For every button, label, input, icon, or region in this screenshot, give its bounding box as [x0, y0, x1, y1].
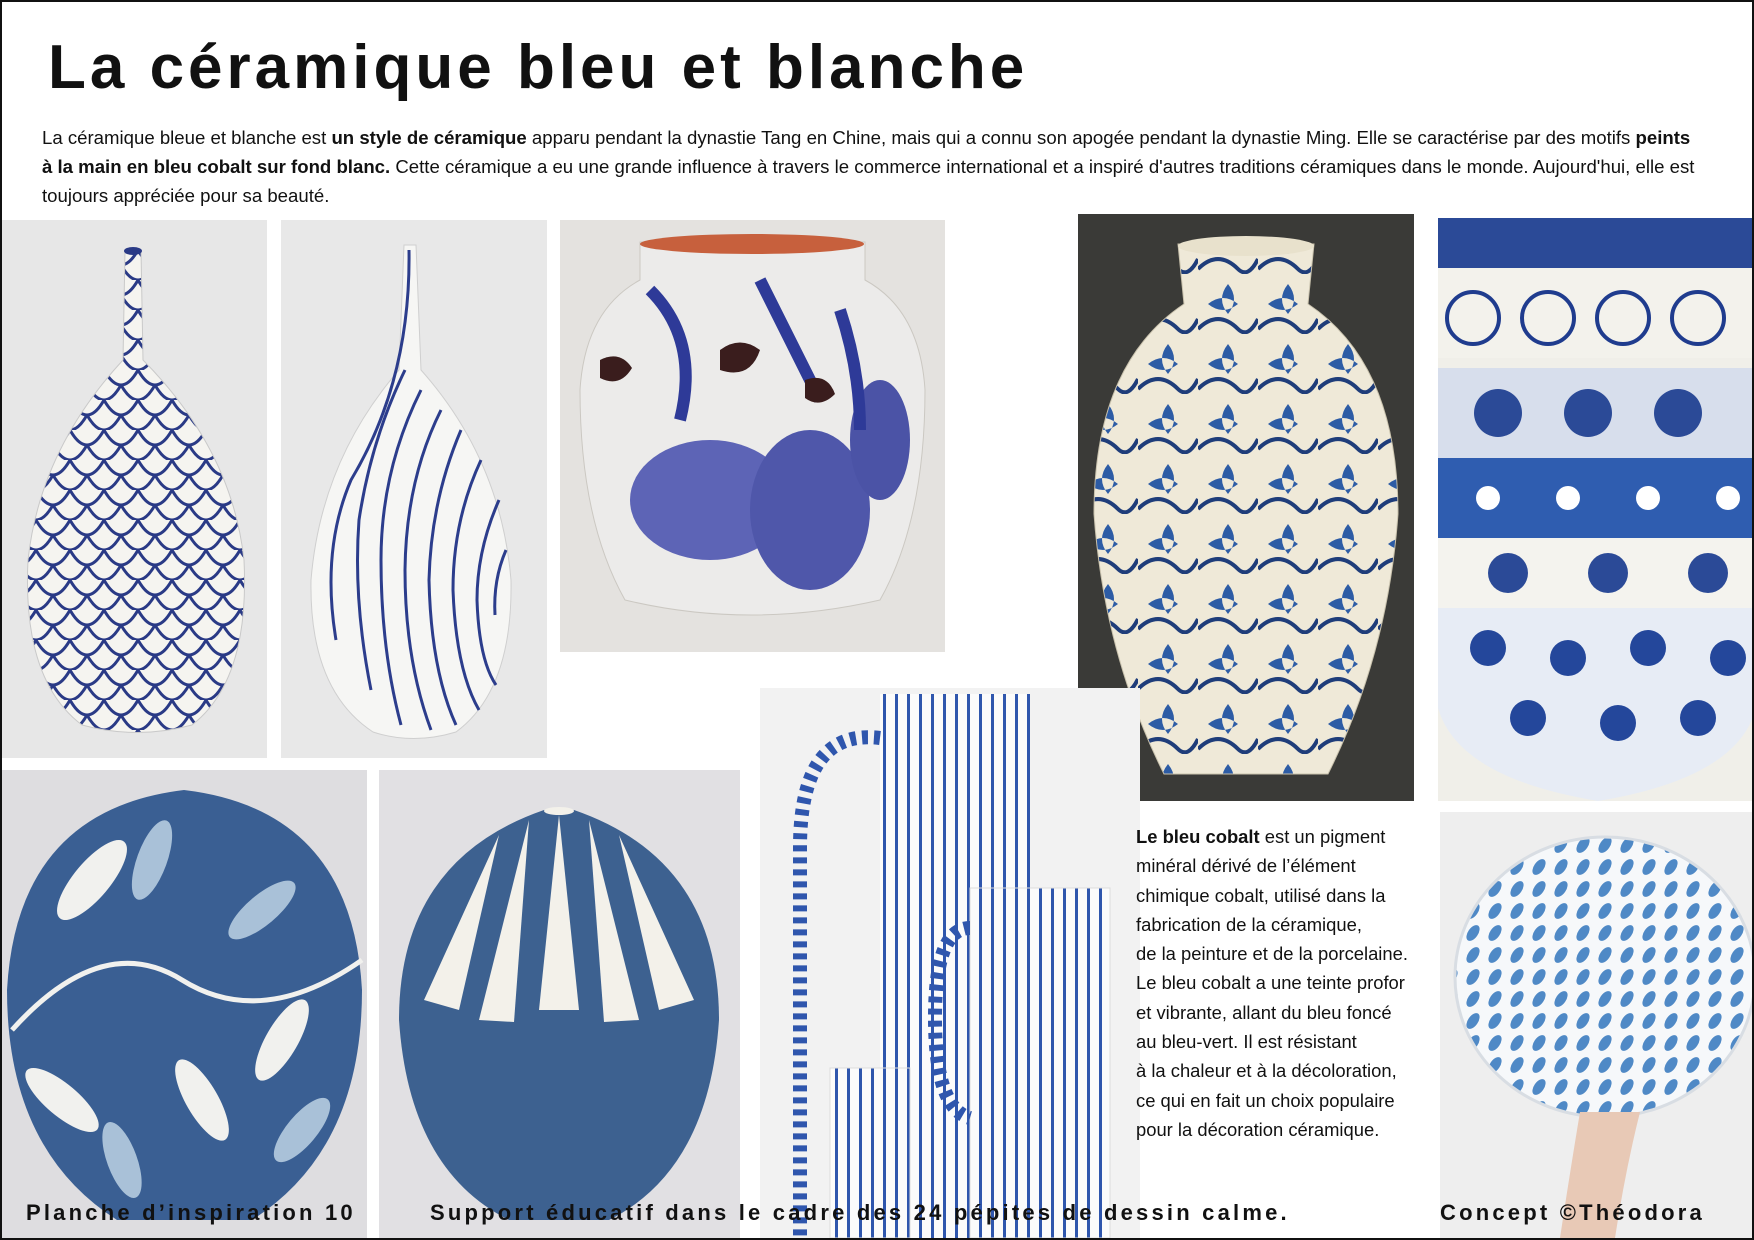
cobalt-note-line: ce qui en fait un choix populaire [1136, 1089, 1395, 1111]
intro-bold-1: un style de céramique [331, 127, 527, 148]
cobalt-note-bold: Le bleu cobalt [1136, 826, 1260, 847]
intro-bold-2: peints à la main en bleu cobalt sur fond blanc. [42, 127, 1691, 177]
photo-scale-bottle [2, 220, 267, 758]
intro-paragraph [42, 123, 1702, 210]
cobalt-note-line: de la peinture et de la porcelaine. [1136, 943, 1408, 965]
cobalt-note-line: à la chaleur et à la décoloration, [1136, 1060, 1397, 1082]
photo-striped-pitchers [760, 688, 1140, 1238]
photo-painted-vase [560, 220, 945, 652]
photo-leaf-vase [2, 770, 367, 1238]
photo-stacked-bowls [1438, 218, 1754, 801]
cobalt-note-line1-rest: est un pigment [1259, 826, 1386, 847]
intro-text-1: La céramique bleue et blanche est [42, 127, 332, 148]
cobalt-note-line: et vibrante, allant du bleu foncé [1136, 1001, 1392, 1023]
intro-text-3: Cette céramique a eu une grande influence à travers le commerce international et a inspiré d'autres traditions céramiques dans le monde. Aujourd'hui, elle est toujours appréciée pour sa beauté. [42, 156, 1695, 206]
footer-plate-number: Planche d’inspiration 10 [26, 1200, 356, 1225]
cobalt-note-line: chimique cobalt, utilisé dans la [1136, 884, 1386, 906]
footer [2, 1200, 1752, 1234]
photo-leaf-plate [1440, 812, 1754, 1238]
cobalt-note-line: pour la décoration céramique. [1136, 1118, 1380, 1140]
cobalt-note-line: minéral dérivé de l’élément [1136, 855, 1356, 877]
cobalt-note-line: fabrication de la céramique, [1136, 913, 1362, 935]
page-title: La céramique bleu et blanche [48, 33, 1029, 102]
footer-educational-note: Support éducatif dans le cadre des 24 pépites de dessin calme. [430, 1200, 1290, 1225]
intro-text-2: apparu pendant la dynastie Tang en Chine, mais qui a connu son apogée pendant la dynastie Ming. Elle se caractérise par des motifs [526, 127, 1636, 148]
photo-petal-vase [379, 770, 740, 1238]
cobalt-note-line: Le bleu cobalt a une teinte profor [1136, 972, 1405, 994]
footer-credit: Concept ©Théodora [1440, 1200, 1705, 1225]
cobalt-note-line [1136, 822, 1446, 851]
cobalt-note-line: au bleu-vert. Il est résistant [1136, 1031, 1357, 1053]
photo-striped-bottle [281, 220, 547, 758]
cobalt-note [1136, 822, 1446, 1144]
